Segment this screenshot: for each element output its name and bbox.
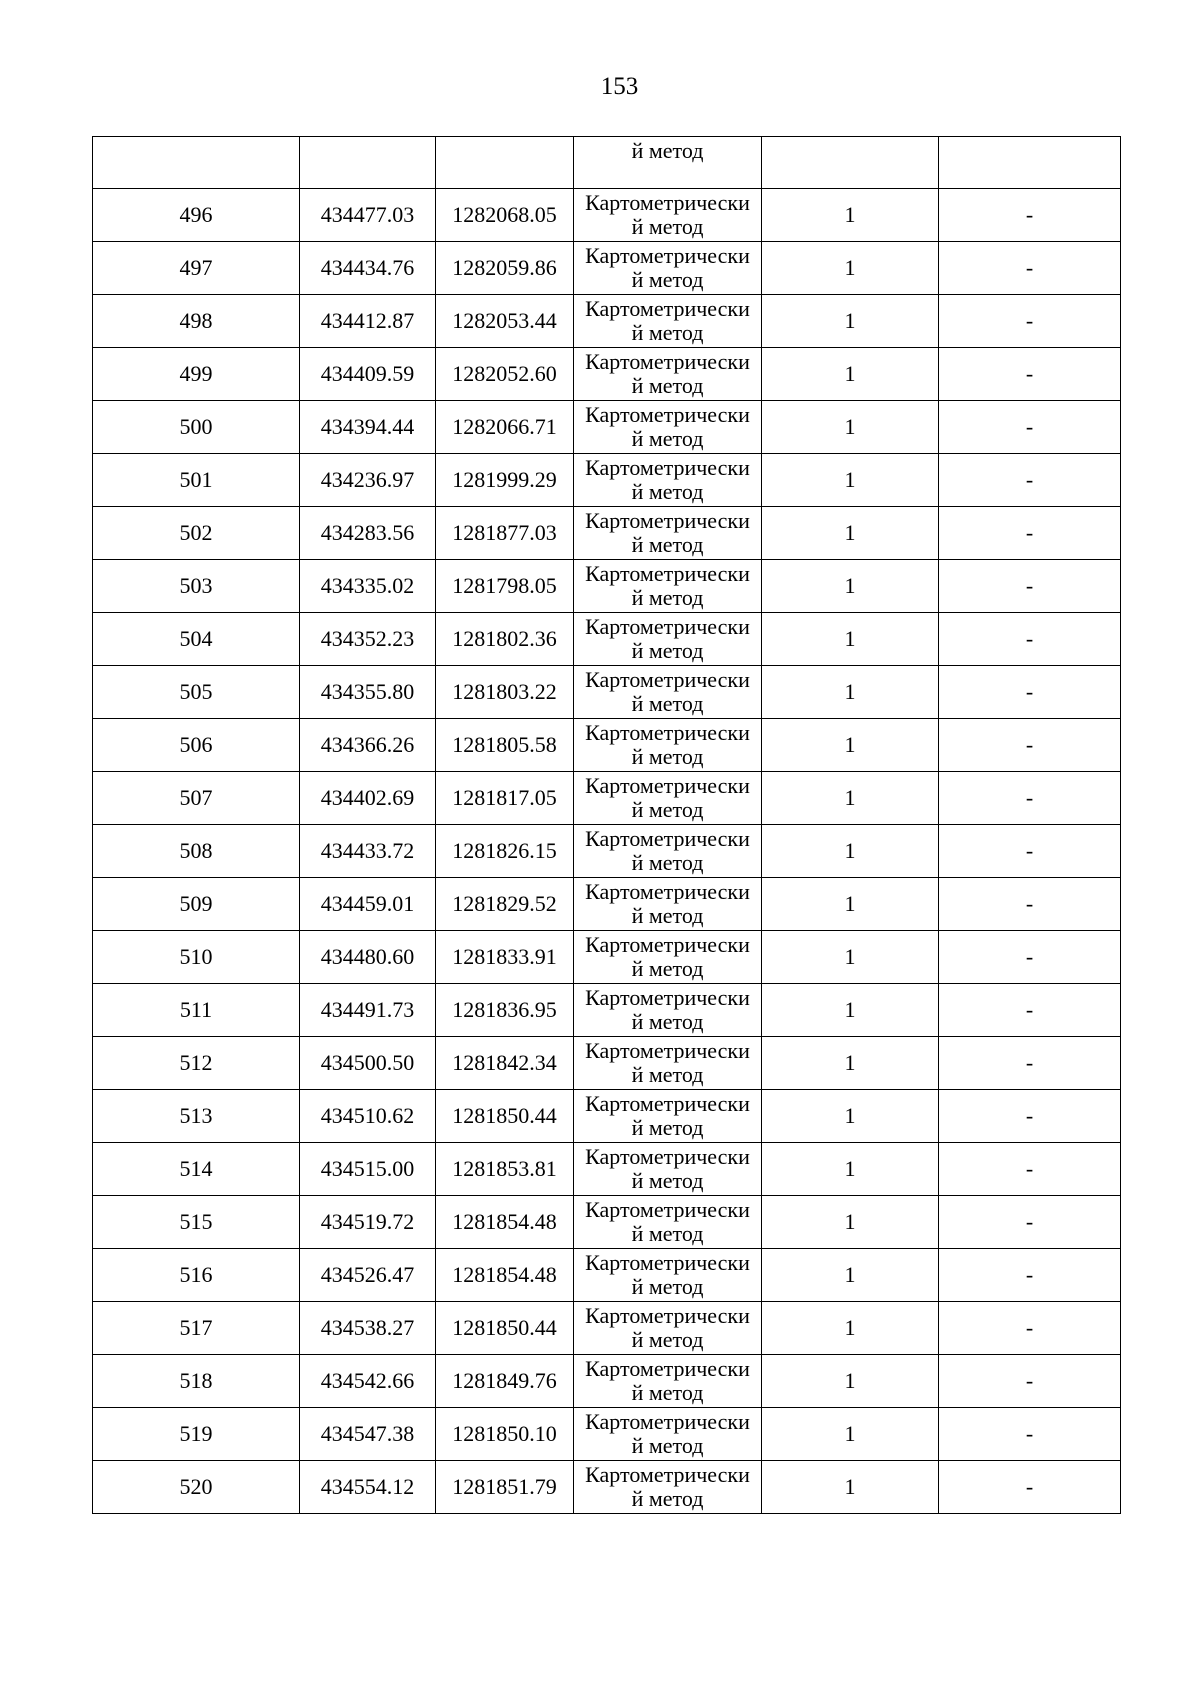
table-row bbox=[93, 1408, 1121, 1461]
note-cell: - bbox=[939, 825, 1121, 878]
point-number-cell: 506 bbox=[93, 719, 300, 772]
x-coordinate-cell bbox=[300, 137, 436, 189]
y-coordinate-cell: 1281850.10 bbox=[436, 1408, 574, 1461]
y-coordinate-cell: 1282052.60 bbox=[436, 348, 574, 401]
method-text: Картометрически й метод bbox=[585, 614, 750, 663]
method-cell bbox=[574, 560, 762, 613]
accuracy-cell: 1 bbox=[762, 1143, 939, 1196]
table-row bbox=[93, 189, 1121, 242]
y-coordinate-cell: 1281826.15 bbox=[436, 825, 574, 878]
note-cell: - bbox=[939, 1302, 1121, 1355]
point-number-cell: 512 bbox=[93, 1037, 300, 1090]
x-coordinate-cell: 434433.72 bbox=[300, 825, 436, 878]
y-coordinate-cell bbox=[436, 137, 574, 189]
note-cell: - bbox=[939, 931, 1121, 984]
page-number: 153 bbox=[600, 73, 639, 100]
accuracy-cell: 1 bbox=[762, 1408, 939, 1461]
coordinates-table bbox=[92, 136, 1121, 1514]
y-coordinate-cell: 1281853.81 bbox=[436, 1143, 574, 1196]
y-coordinate-cell: 1281805.58 bbox=[436, 719, 574, 772]
method-text: Картометрически й метод bbox=[585, 349, 750, 398]
method-cell bbox=[574, 825, 762, 878]
table-row bbox=[93, 931, 1121, 984]
accuracy-cell: 1 bbox=[762, 189, 939, 242]
method-cell bbox=[574, 1302, 762, 1355]
method-text: Картометрически й метод bbox=[585, 561, 750, 610]
method-text: Картометрически й метод bbox=[585, 190, 750, 239]
method-cell bbox=[574, 401, 762, 454]
accuracy-cell: 1 bbox=[762, 719, 939, 772]
point-number-cell: 509 bbox=[93, 878, 300, 931]
point-number-cell: 504 bbox=[93, 613, 300, 666]
x-coordinate-cell: 434459.01 bbox=[300, 878, 436, 931]
table-row bbox=[93, 825, 1121, 878]
x-coordinate-cell: 434335.02 bbox=[300, 560, 436, 613]
table-row bbox=[93, 666, 1121, 719]
y-coordinate-cell: 1281849.76 bbox=[436, 1355, 574, 1408]
point-number-cell: 511 bbox=[93, 984, 300, 1037]
method-text: й метод bbox=[631, 138, 704, 163]
method-cell bbox=[574, 1408, 762, 1461]
point-number-cell: 501 bbox=[93, 454, 300, 507]
method-text: Картометрически й метод bbox=[585, 1038, 750, 1087]
method-text: Картометрически й метод bbox=[585, 826, 750, 875]
method-text: Картометрически й метод bbox=[585, 985, 750, 1034]
x-coordinate-cell: 434542.66 bbox=[300, 1355, 436, 1408]
x-coordinate-cell: 434554.12 bbox=[300, 1461, 436, 1514]
note-cell: - bbox=[939, 666, 1121, 719]
method-cell bbox=[574, 1196, 762, 1249]
point-number-cell: 520 bbox=[93, 1461, 300, 1514]
note-cell: - bbox=[939, 878, 1121, 931]
y-coordinate-cell: 1281802.36 bbox=[436, 613, 574, 666]
accuracy-cell: 1 bbox=[762, 454, 939, 507]
method-text: Картометрически й метод bbox=[585, 296, 750, 345]
method-cell bbox=[574, 1037, 762, 1090]
method-cell bbox=[574, 931, 762, 984]
method-cell bbox=[574, 719, 762, 772]
table-row bbox=[93, 1037, 1121, 1090]
method-text: Картометрически й метод bbox=[585, 1356, 750, 1405]
y-coordinate-cell: 1282059.86 bbox=[436, 242, 574, 295]
accuracy-cell: 1 bbox=[762, 1355, 939, 1408]
point-number-cell: 516 bbox=[93, 1249, 300, 1302]
accuracy-cell: 1 bbox=[762, 348, 939, 401]
x-coordinate-cell: 434538.27 bbox=[300, 1302, 436, 1355]
accuracy-cell: 1 bbox=[762, 666, 939, 719]
note-cell: - bbox=[939, 719, 1121, 772]
method-cell bbox=[574, 1461, 762, 1514]
y-coordinate-cell: 1282053.44 bbox=[436, 295, 574, 348]
method-text: Картометрически й метод bbox=[585, 1197, 750, 1246]
table-row bbox=[93, 984, 1121, 1037]
note-cell: - bbox=[939, 1143, 1121, 1196]
x-coordinate-cell: 434394.44 bbox=[300, 401, 436, 454]
point-number-cell: 510 bbox=[93, 931, 300, 984]
method-text: Картометрически й метод bbox=[585, 773, 750, 822]
y-coordinate-cell: 1281854.48 bbox=[436, 1249, 574, 1302]
point-number-cell: 508 bbox=[93, 825, 300, 878]
note-cell: - bbox=[939, 454, 1121, 507]
y-coordinate-cell: 1281850.44 bbox=[436, 1302, 574, 1355]
accuracy-cell bbox=[762, 137, 939, 189]
y-coordinate-cell: 1282068.05 bbox=[436, 189, 574, 242]
note-cell: - bbox=[939, 1037, 1121, 1090]
continuation-row bbox=[93, 137, 1121, 189]
table-body bbox=[93, 137, 1121, 1514]
x-coordinate-cell: 434409.59 bbox=[300, 348, 436, 401]
note-cell: - bbox=[939, 984, 1121, 1037]
note-cell: - bbox=[939, 189, 1121, 242]
point-number-cell: 499 bbox=[93, 348, 300, 401]
table-row bbox=[93, 719, 1121, 772]
note-cell: - bbox=[939, 1196, 1121, 1249]
method-cell bbox=[574, 613, 762, 666]
x-coordinate-cell: 434510.62 bbox=[300, 1090, 436, 1143]
method-text: Картометрически й метод bbox=[585, 402, 750, 451]
table-row bbox=[93, 613, 1121, 666]
accuracy-cell: 1 bbox=[762, 878, 939, 931]
accuracy-cell: 1 bbox=[762, 1249, 939, 1302]
method-cell bbox=[574, 137, 762, 189]
x-coordinate-cell: 434434.76 bbox=[300, 242, 436, 295]
method-cell bbox=[574, 772, 762, 825]
x-coordinate-cell: 434352.23 bbox=[300, 613, 436, 666]
point-number-cell: 505 bbox=[93, 666, 300, 719]
table-row bbox=[93, 560, 1121, 613]
method-cell bbox=[574, 1143, 762, 1196]
x-coordinate-cell: 434477.03 bbox=[300, 189, 436, 242]
accuracy-cell: 1 bbox=[762, 560, 939, 613]
accuracy-cell: 1 bbox=[762, 931, 939, 984]
point-number-cell: 515 bbox=[93, 1196, 300, 1249]
x-coordinate-cell: 434526.47 bbox=[300, 1249, 436, 1302]
table-row bbox=[93, 401, 1121, 454]
table-row bbox=[93, 454, 1121, 507]
method-cell bbox=[574, 295, 762, 348]
table-row bbox=[93, 507, 1121, 560]
method-text: Картометрически й метод bbox=[585, 508, 750, 557]
method-text: Картометрически й метод bbox=[585, 455, 750, 504]
point-number-cell bbox=[93, 137, 300, 189]
note-cell: - bbox=[939, 772, 1121, 825]
x-coordinate-cell: 434366.26 bbox=[300, 719, 436, 772]
table-row bbox=[93, 1143, 1121, 1196]
x-coordinate-cell: 434500.50 bbox=[300, 1037, 436, 1090]
note-cell: - bbox=[939, 242, 1121, 295]
point-number-cell: 497 bbox=[93, 242, 300, 295]
method-cell bbox=[574, 507, 762, 560]
method-text: Картометрически й метод bbox=[585, 1462, 750, 1511]
x-coordinate-cell: 434402.69 bbox=[300, 772, 436, 825]
point-number-cell: 519 bbox=[93, 1408, 300, 1461]
accuracy-cell: 1 bbox=[762, 295, 939, 348]
point-number-cell: 500 bbox=[93, 401, 300, 454]
point-number-cell: 496 bbox=[93, 189, 300, 242]
y-coordinate-cell: 1281798.05 bbox=[436, 560, 574, 613]
x-coordinate-cell: 434236.97 bbox=[300, 454, 436, 507]
note-cell: - bbox=[939, 1355, 1121, 1408]
method-cell bbox=[574, 348, 762, 401]
x-coordinate-cell: 434412.87 bbox=[300, 295, 436, 348]
y-coordinate-cell: 1281833.91 bbox=[436, 931, 574, 984]
method-cell bbox=[574, 666, 762, 719]
x-coordinate-cell: 434547.38 bbox=[300, 1408, 436, 1461]
note-cell: - bbox=[939, 613, 1121, 666]
table-row bbox=[93, 1249, 1121, 1302]
y-coordinate-cell: 1281854.48 bbox=[436, 1196, 574, 1249]
y-coordinate-cell: 1281877.03 bbox=[436, 507, 574, 560]
y-coordinate-cell: 1281836.95 bbox=[436, 984, 574, 1037]
x-coordinate-cell: 434283.56 bbox=[300, 507, 436, 560]
method-cell bbox=[574, 1090, 762, 1143]
y-coordinate-cell: 1281851.79 bbox=[436, 1461, 574, 1514]
note-cell: - bbox=[939, 1461, 1121, 1514]
accuracy-cell: 1 bbox=[762, 772, 939, 825]
table-row bbox=[93, 295, 1121, 348]
method-cell bbox=[574, 189, 762, 242]
method-cell bbox=[574, 242, 762, 295]
note-cell: - bbox=[939, 348, 1121, 401]
method-text: Картометрически й метод bbox=[585, 879, 750, 928]
method-cell bbox=[574, 454, 762, 507]
x-coordinate-cell: 434519.72 bbox=[300, 1196, 436, 1249]
note-cell: - bbox=[939, 1408, 1121, 1461]
note-cell bbox=[939, 137, 1121, 189]
method-text: Картометрически й метод bbox=[585, 243, 750, 292]
table-row bbox=[93, 1355, 1121, 1408]
y-coordinate-cell: 1281842.34 bbox=[436, 1037, 574, 1090]
point-number-cell: 517 bbox=[93, 1302, 300, 1355]
accuracy-cell: 1 bbox=[762, 825, 939, 878]
accuracy-cell: 1 bbox=[762, 984, 939, 1037]
accuracy-cell: 1 bbox=[762, 613, 939, 666]
table-row bbox=[93, 878, 1121, 931]
y-coordinate-cell: 1281829.52 bbox=[436, 878, 574, 931]
y-coordinate-cell: 1282066.71 bbox=[436, 401, 574, 454]
method-text: Картометрически й метод bbox=[585, 1250, 750, 1299]
accuracy-cell: 1 bbox=[762, 1196, 939, 1249]
method-text: Картометрически й метод bbox=[585, 720, 750, 769]
method-cell bbox=[574, 878, 762, 931]
accuracy-cell: 1 bbox=[762, 1461, 939, 1514]
x-coordinate-cell: 434480.60 bbox=[300, 931, 436, 984]
x-coordinate-cell: 434515.00 bbox=[300, 1143, 436, 1196]
x-coordinate-cell: 434491.73 bbox=[300, 984, 436, 1037]
accuracy-cell: 1 bbox=[762, 401, 939, 454]
point-number-cell: 502 bbox=[93, 507, 300, 560]
y-coordinate-cell: 1281999.29 bbox=[436, 454, 574, 507]
y-coordinate-cell: 1281850.44 bbox=[436, 1090, 574, 1143]
table-row bbox=[93, 348, 1121, 401]
point-number-cell: 498 bbox=[93, 295, 300, 348]
method-cell bbox=[574, 1249, 762, 1302]
note-cell: - bbox=[939, 401, 1121, 454]
note-cell: - bbox=[939, 560, 1121, 613]
y-coordinate-cell: 1281817.05 bbox=[436, 772, 574, 825]
note-cell: - bbox=[939, 295, 1121, 348]
method-text: Картометрически й метод bbox=[585, 1144, 750, 1193]
point-number-cell: 507 bbox=[93, 772, 300, 825]
note-cell: - bbox=[939, 1090, 1121, 1143]
table-row bbox=[93, 1302, 1121, 1355]
note-cell: - bbox=[939, 1249, 1121, 1302]
accuracy-cell: 1 bbox=[762, 1302, 939, 1355]
table-row bbox=[93, 1090, 1121, 1143]
accuracy-cell: 1 bbox=[762, 507, 939, 560]
method-text: Картометрически й метод bbox=[585, 1409, 750, 1458]
point-number-cell: 503 bbox=[93, 560, 300, 613]
method-cell bbox=[574, 1355, 762, 1408]
accuracy-cell: 1 bbox=[762, 1037, 939, 1090]
table-row bbox=[93, 1461, 1121, 1514]
point-number-cell: 513 bbox=[93, 1090, 300, 1143]
table-row bbox=[93, 242, 1121, 295]
method-text: Картометрически й метод bbox=[585, 667, 750, 716]
method-text: Картометрически й метод bbox=[585, 1091, 750, 1140]
method-text: Картометрически й метод bbox=[585, 932, 750, 981]
accuracy-cell: 1 bbox=[762, 242, 939, 295]
accuracy-cell: 1 bbox=[762, 1090, 939, 1143]
point-number-cell: 518 bbox=[93, 1355, 300, 1408]
method-text: Картометрически й метод bbox=[585, 1303, 750, 1352]
point-number-cell: 514 bbox=[93, 1143, 300, 1196]
note-cell: - bbox=[939, 507, 1121, 560]
y-coordinate-cell: 1281803.22 bbox=[436, 666, 574, 719]
method-cell bbox=[574, 984, 762, 1037]
x-coordinate-cell: 434355.80 bbox=[300, 666, 436, 719]
table-row bbox=[93, 772, 1121, 825]
table-row bbox=[93, 1196, 1121, 1249]
